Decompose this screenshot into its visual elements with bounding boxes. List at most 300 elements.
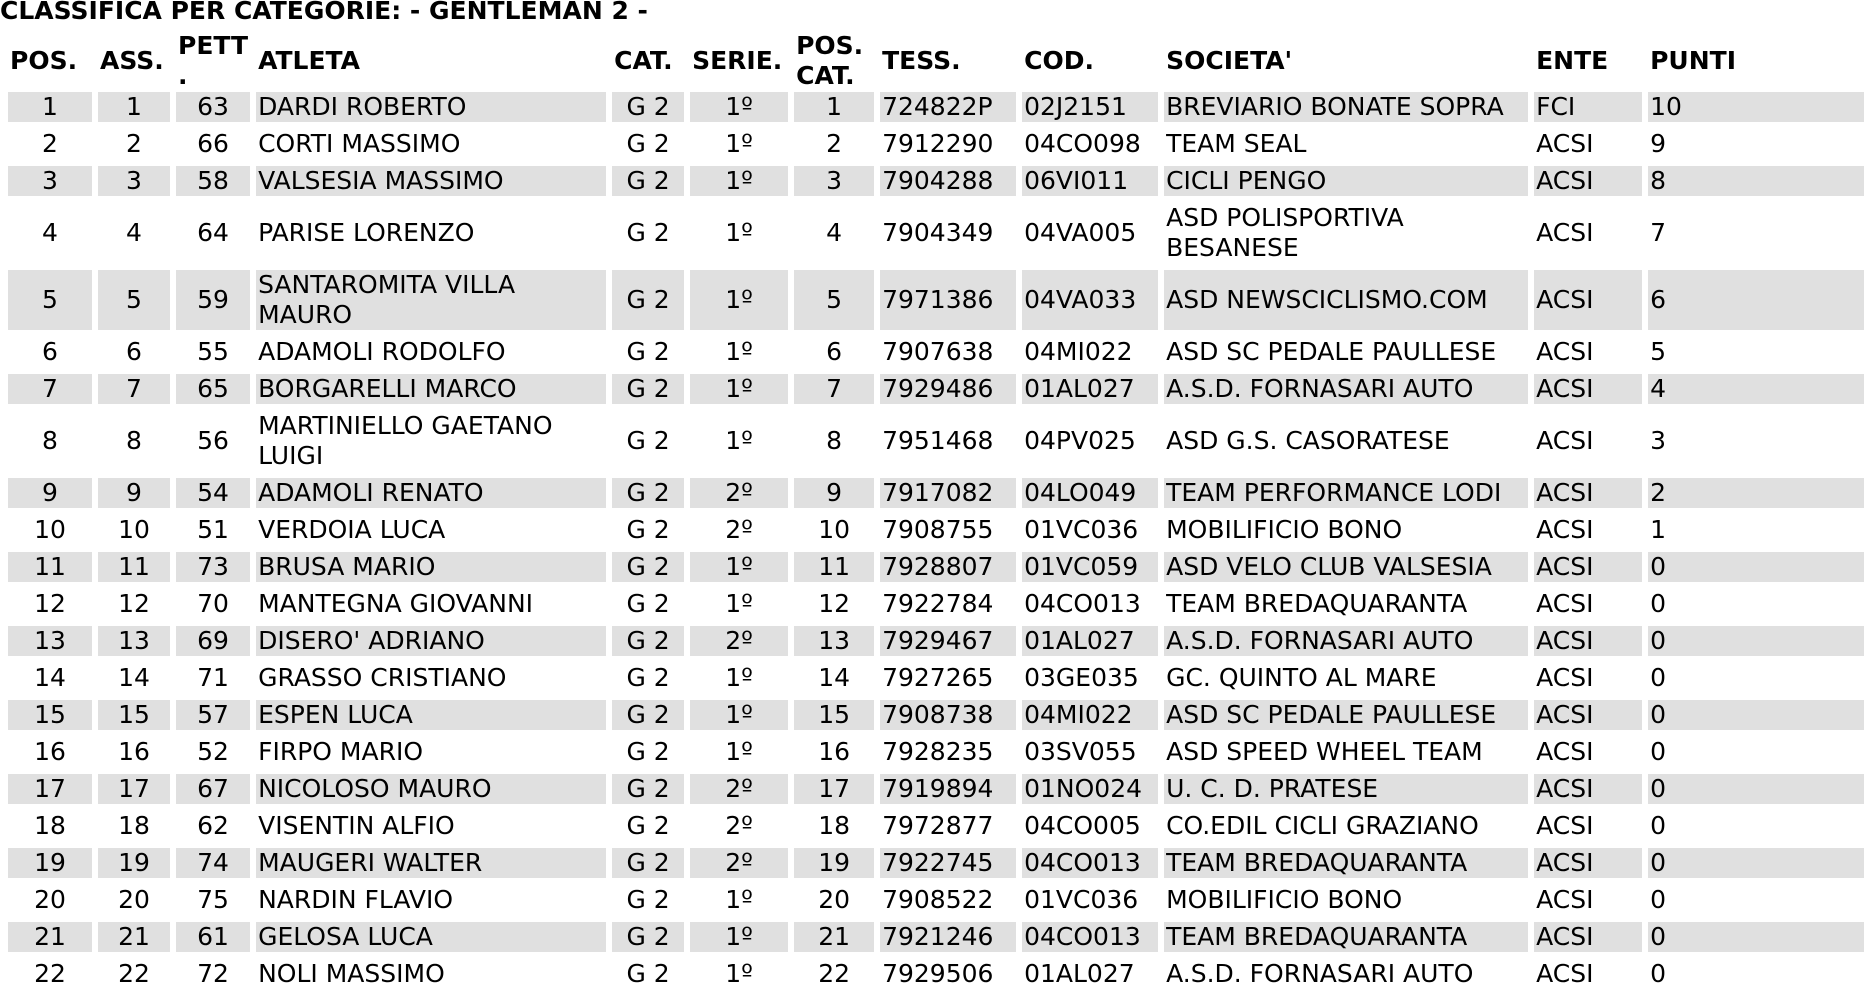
cell-cat: G 2 bbox=[612, 129, 684, 166]
cell-ente: ACSI bbox=[1534, 626, 1642, 663]
cell-poscat: 3 bbox=[794, 166, 874, 203]
cell-serie: 1º bbox=[690, 885, 788, 922]
cell-ente: ACSI bbox=[1534, 774, 1642, 811]
cell-pos: 13 bbox=[8, 626, 92, 663]
table-row bbox=[8, 166, 1864, 203]
cell-ente: ACSI bbox=[1534, 959, 1642, 996]
cell-pett: 73 bbox=[176, 552, 250, 589]
cell-cod: 01VC036 bbox=[1022, 515, 1158, 552]
cell-pett: 65 bbox=[176, 374, 250, 411]
table-row bbox=[8, 959, 1864, 996]
cell-cat: G 2 bbox=[612, 663, 684, 700]
cell-atleta: NOLI MASSIMO bbox=[256, 959, 606, 996]
cell-pos: 15 bbox=[8, 700, 92, 737]
cell-ente: ACSI bbox=[1534, 848, 1642, 885]
cell-cod: 04CO013 bbox=[1022, 848, 1158, 885]
cell-tess: 7971386 bbox=[880, 270, 1016, 337]
cell-societa: MOBILIFICIO BONO bbox=[1164, 515, 1528, 552]
cell-punti: 0 bbox=[1648, 552, 1864, 589]
cell-tess: 7904288 bbox=[880, 166, 1016, 203]
cell-poscat: 5 bbox=[794, 270, 874, 337]
cell-tess: 7908522 bbox=[880, 885, 1016, 922]
cell-pos: 5 bbox=[8, 270, 92, 337]
cell-tess: 7908738 bbox=[880, 700, 1016, 737]
cell-poscat: 18 bbox=[794, 811, 874, 848]
cell-pett: 64 bbox=[176, 203, 250, 270]
cell-cat: G 2 bbox=[612, 374, 684, 411]
col-header-ass: ASS. bbox=[100, 46, 164, 75]
cell-cod: 04CO005 bbox=[1022, 811, 1158, 848]
cell-pos: 9 bbox=[8, 478, 92, 515]
cell-poscat: 21 bbox=[794, 922, 874, 959]
cell-poscat: 1 bbox=[794, 92, 874, 129]
table-row bbox=[8, 626, 1864, 663]
cell-societa: ASD SPEED WHEEL TEAM bbox=[1164, 737, 1528, 774]
table-row bbox=[8, 885, 1864, 922]
cell-pett: 51 bbox=[176, 515, 250, 552]
table-row bbox=[8, 737, 1864, 774]
cell-punti: 4 bbox=[1648, 374, 1864, 411]
table-row bbox=[8, 411, 1864, 478]
cell-atleta: VERDOIA LUCA bbox=[256, 515, 606, 552]
cell-ass: 15 bbox=[98, 700, 170, 737]
table-row bbox=[8, 552, 1864, 589]
cell-atleta: PARISE LORENZO bbox=[256, 203, 606, 270]
cell-cod: 06VI011 bbox=[1022, 166, 1158, 203]
table-row bbox=[8, 922, 1864, 959]
cell-poscat: 20 bbox=[794, 885, 874, 922]
cell-cod: 01VC059 bbox=[1022, 552, 1158, 589]
cell-serie: 1º bbox=[690, 129, 788, 166]
cell-cod: 04CO013 bbox=[1022, 589, 1158, 626]
table-row bbox=[8, 515, 1864, 552]
cell-poscat: 7 bbox=[794, 374, 874, 411]
cell-serie: 1º bbox=[690, 203, 788, 270]
cell-atleta: ESPEN LUCA bbox=[256, 700, 606, 737]
cell-pos: 1 bbox=[8, 92, 92, 129]
cell-pett: 75 bbox=[176, 885, 250, 922]
cell-serie: 1º bbox=[690, 337, 788, 374]
cell-punti: 7 bbox=[1648, 203, 1864, 270]
cell-pett: 62 bbox=[176, 811, 250, 848]
cell-pett: 63 bbox=[176, 92, 250, 129]
cell-serie: 2º bbox=[690, 515, 788, 552]
cell-tess: 7922784 bbox=[880, 589, 1016, 626]
cell-serie: 1º bbox=[690, 700, 788, 737]
cell-ente: ACSI bbox=[1534, 552, 1642, 589]
cell-punti: 10 bbox=[1648, 92, 1864, 129]
cell-societa: CO.EDIL CICLI GRAZIANO bbox=[1164, 811, 1528, 848]
cell-punti: 5 bbox=[1648, 337, 1864, 374]
cell-ente: ACSI bbox=[1534, 203, 1642, 270]
cell-cat: G 2 bbox=[612, 589, 684, 626]
cell-punti: 0 bbox=[1648, 774, 1864, 811]
cell-tess: 7907638 bbox=[880, 337, 1016, 374]
cell-ass: 1 bbox=[98, 92, 170, 129]
cell-cat: G 2 bbox=[612, 885, 684, 922]
cell-societa: ASD POLISPORTIVA BESANESE bbox=[1164, 203, 1528, 270]
cell-atleta: BORGARELLI MARCO bbox=[256, 374, 606, 411]
cell-punti: 0 bbox=[1648, 848, 1864, 885]
cell-punti: 3 bbox=[1648, 411, 1864, 478]
cell-tess: 7922745 bbox=[880, 848, 1016, 885]
cell-serie: 1º bbox=[690, 411, 788, 478]
cell-tess: 7921246 bbox=[880, 922, 1016, 959]
cell-cod: 04VA005 bbox=[1022, 203, 1158, 270]
cell-tess: 7904349 bbox=[880, 203, 1016, 270]
cell-ass: 11 bbox=[98, 552, 170, 589]
cell-serie: 2º bbox=[690, 626, 788, 663]
cell-ass: 6 bbox=[98, 337, 170, 374]
cell-tess: 7972877 bbox=[880, 811, 1016, 848]
cell-punti: 6 bbox=[1648, 270, 1864, 337]
cell-pos: 12 bbox=[8, 589, 92, 626]
cell-poscat: 22 bbox=[794, 959, 874, 996]
cell-pos: 7 bbox=[8, 374, 92, 411]
cell-societa: TEAM BREDAQUARANTA bbox=[1164, 922, 1528, 959]
cell-tess: 7928807 bbox=[880, 552, 1016, 589]
cell-ass: 7 bbox=[98, 374, 170, 411]
cell-pett: 74 bbox=[176, 848, 250, 885]
cell-cat: G 2 bbox=[612, 959, 684, 996]
cell-ente: FCI bbox=[1534, 92, 1642, 129]
cell-societa: ASD G.S. CASORATESE bbox=[1164, 411, 1528, 478]
col-header-societa: SOCIETA' bbox=[1166, 46, 1293, 75]
cell-ente: ACSI bbox=[1534, 129, 1642, 166]
cell-punti: 0 bbox=[1648, 737, 1864, 774]
cell-ass: 9 bbox=[98, 478, 170, 515]
cell-societa: ASD SC PEDALE PAULLESE bbox=[1164, 700, 1528, 737]
cell-poscat: 17 bbox=[794, 774, 874, 811]
cell-tess: 7912290 bbox=[880, 129, 1016, 166]
cell-cod: 04MI022 bbox=[1022, 700, 1158, 737]
cell-serie: 2º bbox=[690, 811, 788, 848]
cell-cat: G 2 bbox=[612, 552, 684, 589]
cell-ass: 14 bbox=[98, 663, 170, 700]
cell-societa: ASD SC PEDALE PAULLESE bbox=[1164, 337, 1528, 374]
table-row bbox=[8, 129, 1864, 166]
cell-atleta: FIRPO MARIO bbox=[256, 737, 606, 774]
cell-atleta: MANTEGNA GIOVANNI bbox=[256, 589, 606, 626]
cell-societa: U. C. D. PRATESE bbox=[1164, 774, 1528, 811]
col-header-ente: ENTE bbox=[1536, 46, 1609, 75]
cell-serie: 2º bbox=[690, 848, 788, 885]
cell-cod: 02J2151 bbox=[1022, 92, 1158, 129]
cell-pett: 56 bbox=[176, 411, 250, 478]
cell-atleta: ADAMOLI RENATO bbox=[256, 478, 606, 515]
cell-pos: 3 bbox=[8, 166, 92, 203]
cell-ass: 4 bbox=[98, 203, 170, 270]
cell-pett: 58 bbox=[176, 166, 250, 203]
cell-poscat: 19 bbox=[794, 848, 874, 885]
cell-ass: 17 bbox=[98, 774, 170, 811]
cell-cat: G 2 bbox=[612, 515, 684, 552]
cell-poscat: 12 bbox=[794, 589, 874, 626]
cell-punti: 1 bbox=[1648, 515, 1864, 552]
cell-cat: G 2 bbox=[612, 92, 684, 129]
cell-atleta: CORTI MASSIMO bbox=[256, 129, 606, 166]
cell-cod: 04VA033 bbox=[1022, 270, 1158, 337]
cell-cat: G 2 bbox=[612, 737, 684, 774]
table-row bbox=[8, 337, 1864, 374]
cell-societa: MOBILIFICIO BONO bbox=[1164, 885, 1528, 922]
table-row bbox=[8, 374, 1864, 411]
cell-poscat: 13 bbox=[794, 626, 874, 663]
cell-cod: 01VC036 bbox=[1022, 885, 1158, 922]
cell-pett: 72 bbox=[176, 959, 250, 996]
cell-pett: 55 bbox=[176, 337, 250, 374]
cell-ente: ACSI bbox=[1534, 885, 1642, 922]
cell-societa: TEAM SEAL bbox=[1164, 129, 1528, 166]
cell-ente: ACSI bbox=[1534, 811, 1642, 848]
cell-pos: 20 bbox=[8, 885, 92, 922]
cell-ente: ACSI bbox=[1534, 663, 1642, 700]
cell-societa: ASD VELO CLUB VALSESIA bbox=[1164, 552, 1528, 589]
col-header-atleta: ATLETA bbox=[258, 46, 361, 75]
cell-cat: G 2 bbox=[612, 922, 684, 959]
cell-societa: A.S.D. FORNASARI AUTO bbox=[1164, 374, 1528, 411]
cell-societa: ASD NEWSCICLISMO.COM bbox=[1164, 270, 1528, 337]
table-row bbox=[8, 663, 1864, 700]
cell-punti: 0 bbox=[1648, 626, 1864, 663]
cell-cat: G 2 bbox=[612, 700, 684, 737]
cell-ente: ACSI bbox=[1534, 737, 1642, 774]
cell-societa: CICLI PENGO bbox=[1164, 166, 1528, 203]
cell-serie: 1º bbox=[690, 737, 788, 774]
cell-atleta: VISENTIN ALFIO bbox=[256, 811, 606, 848]
cell-ass: 3 bbox=[98, 166, 170, 203]
cell-ass: 5 bbox=[98, 270, 170, 337]
cell-tess: 7929506 bbox=[880, 959, 1016, 996]
cell-cod: 03SV055 bbox=[1022, 737, 1158, 774]
col-header-cat: CAT. bbox=[614, 46, 673, 75]
cell-societa: BREVIARIO BONATE SOPRA bbox=[1164, 92, 1528, 129]
cell-pos: 10 bbox=[8, 515, 92, 552]
col-header-cod: COD. bbox=[1024, 46, 1094, 75]
cell-pos: 14 bbox=[8, 663, 92, 700]
table-row bbox=[8, 478, 1864, 515]
cell-cod: 01AL027 bbox=[1022, 626, 1158, 663]
table-row bbox=[8, 589, 1864, 626]
cell-pett: 54 bbox=[176, 478, 250, 515]
cell-serie: 2º bbox=[690, 774, 788, 811]
cell-ass: 19 bbox=[98, 848, 170, 885]
cell-pett: 52 bbox=[176, 737, 250, 774]
cell-cat: G 2 bbox=[612, 774, 684, 811]
cell-serie: 1º bbox=[690, 663, 788, 700]
cell-atleta: SANTAROMITA VILLA MAURO bbox=[256, 270, 606, 337]
cell-serie: 1º bbox=[690, 552, 788, 589]
cell-ass: 8 bbox=[98, 411, 170, 478]
cell-cod: 01AL027 bbox=[1022, 374, 1158, 411]
cell-atleta: GRASSO CRISTIANO bbox=[256, 663, 606, 700]
cell-pos: 2 bbox=[8, 129, 92, 166]
cell-poscat: 2 bbox=[794, 129, 874, 166]
header-row bbox=[8, 30, 1864, 92]
cell-serie: 2º bbox=[690, 478, 788, 515]
cell-pos: 8 bbox=[8, 411, 92, 478]
cell-atleta: VALSESIA MASSIMO bbox=[256, 166, 606, 203]
cell-ente: ACSI bbox=[1534, 478, 1642, 515]
cell-ente: ACSI bbox=[1534, 922, 1642, 959]
cell-serie: 1º bbox=[690, 589, 788, 626]
col-header-pett: PETT . bbox=[178, 31, 249, 90]
cell-atleta: MARTINIELLO GAETANO LUIGI bbox=[256, 411, 606, 478]
cell-ass: 12 bbox=[98, 589, 170, 626]
cell-poscat: 6 bbox=[794, 337, 874, 374]
cell-ente: ACSI bbox=[1534, 166, 1642, 203]
cell-cat: G 2 bbox=[612, 203, 684, 270]
cell-pos: 16 bbox=[8, 737, 92, 774]
cell-ass: 21 bbox=[98, 922, 170, 959]
cell-punti: 0 bbox=[1648, 885, 1864, 922]
cell-poscat: 8 bbox=[794, 411, 874, 478]
cell-ass: 18 bbox=[98, 811, 170, 848]
cell-ente: ACSI bbox=[1534, 374, 1642, 411]
cell-ass: 2 bbox=[98, 129, 170, 166]
cell-pett: 70 bbox=[176, 589, 250, 626]
cell-cat: G 2 bbox=[612, 411, 684, 478]
table-row bbox=[8, 700, 1864, 737]
cell-cod: 04LO049 bbox=[1022, 478, 1158, 515]
page-title: CLASSIFICA PER CATEGORIE: - GENTLEMAN 2 - bbox=[0, 0, 648, 25]
cell-societa: A.S.D. FORNASARI AUTO bbox=[1164, 959, 1528, 996]
cell-serie: 1º bbox=[690, 92, 788, 129]
cell-societa: TEAM PERFORMANCE LODI bbox=[1164, 478, 1528, 515]
col-header-serie: SERIE. bbox=[692, 46, 783, 75]
cell-pos: 18 bbox=[8, 811, 92, 848]
cell-tess: 7929467 bbox=[880, 626, 1016, 663]
cell-ente: ACSI bbox=[1534, 700, 1642, 737]
cell-pett: 59 bbox=[176, 270, 250, 337]
cell-tess: 7928235 bbox=[880, 737, 1016, 774]
cell-punti: 0 bbox=[1648, 700, 1864, 737]
cell-societa: A.S.D. FORNASARI AUTO bbox=[1164, 626, 1528, 663]
cell-societa: GC. QUINTO AL MARE bbox=[1164, 663, 1528, 700]
cell-poscat: 4 bbox=[794, 203, 874, 270]
cell-pos: 17 bbox=[8, 774, 92, 811]
cell-tess: 7908755 bbox=[880, 515, 1016, 552]
col-header-punti: PUNTI bbox=[1650, 46, 1736, 75]
col-header-tess: TESS. bbox=[882, 46, 961, 75]
cell-cat: G 2 bbox=[612, 337, 684, 374]
cell-cat: G 2 bbox=[612, 848, 684, 885]
cell-cod: 04PV025 bbox=[1022, 411, 1158, 478]
cell-cat: G 2 bbox=[612, 270, 684, 337]
cell-poscat: 14 bbox=[794, 663, 874, 700]
cell-ente: ACSI bbox=[1534, 411, 1642, 478]
cell-cat: G 2 bbox=[612, 478, 684, 515]
cell-punti: 9 bbox=[1648, 129, 1864, 166]
cell-ass: 22 bbox=[98, 959, 170, 996]
cell-pos: 22 bbox=[8, 959, 92, 996]
cell-atleta: DISERO' ADRIANO bbox=[256, 626, 606, 663]
cell-serie: 1º bbox=[690, 959, 788, 996]
cell-punti: 0 bbox=[1648, 663, 1864, 700]
cell-tess: 7919894 bbox=[880, 774, 1016, 811]
cell-ass: 16 bbox=[98, 737, 170, 774]
table-row bbox=[8, 203, 1864, 270]
cell-atleta: NARDIN FLAVIO bbox=[256, 885, 606, 922]
table-row bbox=[8, 270, 1864, 337]
cell-atleta: NICOLOSO MAURO bbox=[256, 774, 606, 811]
cell-societa: TEAM BREDAQUARANTA bbox=[1164, 589, 1528, 626]
cell-poscat: 11 bbox=[794, 552, 874, 589]
cell-atleta: MAUGERI WALTER bbox=[256, 848, 606, 885]
cell-punti: 0 bbox=[1648, 959, 1864, 996]
cell-atleta: GELOSA LUCA bbox=[256, 922, 606, 959]
cell-pos: 21 bbox=[8, 922, 92, 959]
cell-pett: 61 bbox=[176, 922, 250, 959]
cell-punti: 0 bbox=[1648, 922, 1864, 959]
cell-tess: 7917082 bbox=[880, 478, 1016, 515]
cell-pos: 11 bbox=[8, 552, 92, 589]
cell-atleta: BRUSA MARIO bbox=[256, 552, 606, 589]
cell-cod: 04CO013 bbox=[1022, 922, 1158, 959]
cell-atleta: ADAMOLI RODOLFO bbox=[256, 337, 606, 374]
cell-pett: 71 bbox=[176, 663, 250, 700]
cell-punti: 0 bbox=[1648, 811, 1864, 848]
cell-cod: 03GE035 bbox=[1022, 663, 1158, 700]
cell-poscat: 9 bbox=[794, 478, 874, 515]
cell-serie: 1º bbox=[690, 166, 788, 203]
standings-table bbox=[2, 30, 1870, 996]
table-row bbox=[8, 774, 1864, 811]
cell-cat: G 2 bbox=[612, 811, 684, 848]
cell-cod: 01AL027 bbox=[1022, 959, 1158, 996]
cell-tess: 7951468 bbox=[880, 411, 1016, 478]
cell-pos: 4 bbox=[8, 203, 92, 270]
cell-punti: 0 bbox=[1648, 589, 1864, 626]
cell-ente: ACSI bbox=[1534, 589, 1642, 626]
cell-serie: 1º bbox=[690, 270, 788, 337]
cell-atleta: DARDI ROBERTO bbox=[256, 92, 606, 129]
cell-ente: ACSI bbox=[1534, 515, 1642, 552]
col-header-poscat: POS. CAT. bbox=[796, 31, 864, 90]
cell-serie: 1º bbox=[690, 374, 788, 411]
cell-ass: 13 bbox=[98, 626, 170, 663]
cell-pos: 6 bbox=[8, 337, 92, 374]
cell-pett: 69 bbox=[176, 626, 250, 663]
table-row bbox=[8, 92, 1864, 129]
cell-societa: TEAM BREDAQUARANTA bbox=[1164, 848, 1528, 885]
cell-cod: 04MI022 bbox=[1022, 337, 1158, 374]
cell-punti: 8 bbox=[1648, 166, 1864, 203]
cell-pett: 67 bbox=[176, 774, 250, 811]
table-row bbox=[8, 811, 1864, 848]
cell-tess: 7927265 bbox=[880, 663, 1016, 700]
cell-cod: 04CO098 bbox=[1022, 129, 1158, 166]
cell-ass: 20 bbox=[98, 885, 170, 922]
cell-punti: 2 bbox=[1648, 478, 1864, 515]
cell-poscat: 16 bbox=[794, 737, 874, 774]
cell-poscat: 10 bbox=[794, 515, 874, 552]
cell-pett: 66 bbox=[176, 129, 250, 166]
col-header-pos: POS. bbox=[10, 46, 78, 75]
cell-ente: ACSI bbox=[1534, 337, 1642, 374]
cell-pos: 19 bbox=[8, 848, 92, 885]
cell-ente: ACSI bbox=[1534, 270, 1642, 337]
cell-poscat: 15 bbox=[794, 700, 874, 737]
table-row bbox=[8, 848, 1864, 885]
cell-cod: 01NO024 bbox=[1022, 774, 1158, 811]
cell-tess: 724822P bbox=[880, 92, 1016, 129]
cell-serie: 1º bbox=[690, 922, 788, 959]
cell-ass: 10 bbox=[98, 515, 170, 552]
cell-cat: G 2 bbox=[612, 166, 684, 203]
cell-pett: 57 bbox=[176, 700, 250, 737]
cell-cat: G 2 bbox=[612, 626, 684, 663]
